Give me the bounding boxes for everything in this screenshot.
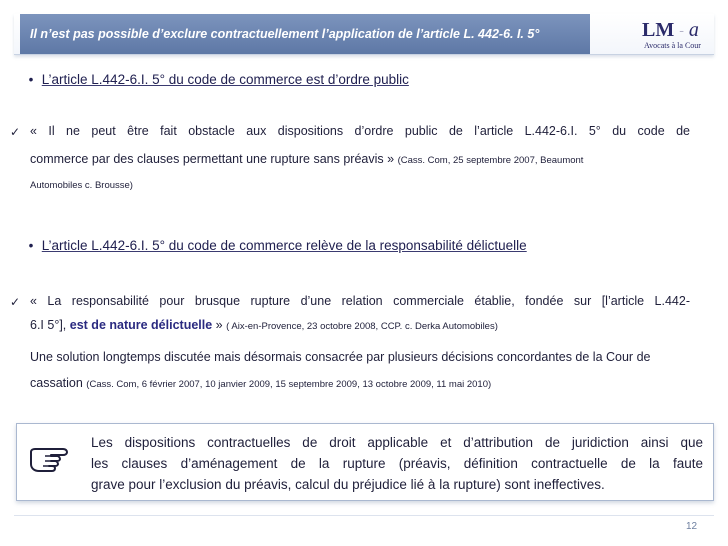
quote-item-2 bbox=[10, 294, 696, 404]
quote-2-line-1: « La responsabilité pour brusque rupture d’une relation commerciale établie, fondée sur [l’article L.442- bbox=[30, 294, 690, 308]
footer-divider bbox=[14, 515, 714, 516]
page-number: 12 bbox=[686, 521, 698, 532]
quote-2-reference: ( Aix-en-Provence, 23 octobre 2008, CCP. c. Derka Automobiles) bbox=[226, 321, 498, 332]
solution-reference: (Cass. Com, 6 février 2007, 10 janvier 2009, 15 septembre 2009, 13 octobre 2009, 11 mai 2010) bbox=[86, 379, 492, 390]
checkmark-icon: ✓ bbox=[10, 125, 21, 139]
quote-1-line-2 bbox=[30, 152, 583, 166]
solution-line-2 bbox=[30, 376, 491, 390]
quote-1-line-3: Automobiles c. Brousse) bbox=[30, 180, 133, 191]
conclusion-box bbox=[16, 423, 714, 501]
quote-item-1 bbox=[10, 124, 696, 204]
bullet-icon: • bbox=[28, 238, 34, 253]
pointing-hand-icon bbox=[27, 444, 77, 474]
logo-mark-left: LM bbox=[642, 19, 675, 41]
header-band bbox=[14, 14, 714, 55]
checkmark-icon: ✓ bbox=[10, 295, 21, 309]
page-title: Il n’est pas possible d’exclure contractuellement l’application de l’article L. 442-6. I. 5° bbox=[20, 14, 590, 54]
conclusion-text bbox=[91, 432, 703, 495]
logo-mark bbox=[642, 20, 714, 41]
firm-logo bbox=[642, 20, 714, 52]
logo-mark-right: a bbox=[688, 19, 699, 41]
quote-2-text-end: » bbox=[215, 318, 223, 332]
quote-1-text: commerce par des clauses permettant une rupture sans préavis » bbox=[30, 152, 395, 166]
quote-2-text-start: 6.I 5°], bbox=[30, 318, 67, 332]
quote-2-emphasis: est de nature délictuelle bbox=[69, 318, 213, 332]
conclusion-line-3: grave pour l’exclusion du préavis, calcul du préjudice lié à la rupture) sont ineffectives. bbox=[91, 477, 605, 492]
section-heading-2-text: L’article L.442-6.I. 5° du code de commerce relève de la responsabilité délictuelle bbox=[41, 238, 527, 253]
quote-1-reference: (Cass. Com, 25 septembre 2007, Beaumont bbox=[397, 155, 584, 166]
logo-subtitle: Avocats à la Cour bbox=[644, 41, 701, 51]
conclusion-line-1: Les dispositions contractuelles de droit applicable et d’attribution de juridiction ainsi que bbox=[91, 435, 703, 450]
solution-text: cassation bbox=[30, 376, 83, 390]
quote-1-line-1: « Il ne peut être fait obstacle aux dispositions d’ordre public de l’article L.442-6.I. 5° du code de bbox=[30, 124, 690, 138]
conclusion-line-2: les clauses d’aménagement de la rupture (préavis, définition contractuelle de la faute bbox=[91, 456, 703, 471]
quote-2-line-2 bbox=[30, 318, 498, 332]
bullet-icon: • bbox=[28, 72, 34, 87]
section-heading-1 bbox=[24, 72, 409, 87]
logo-mark-separator: - bbox=[679, 23, 684, 39]
section-heading-2 bbox=[24, 238, 527, 253]
section-heading-1-text: L’article L.442-6.I. 5° du code de commerce est d’ordre public bbox=[41, 72, 409, 87]
solution-line-1: Une solution longtemps discutée mais désormais consacrée par plusieurs décisions concordantes de la Cour de bbox=[30, 350, 651, 364]
